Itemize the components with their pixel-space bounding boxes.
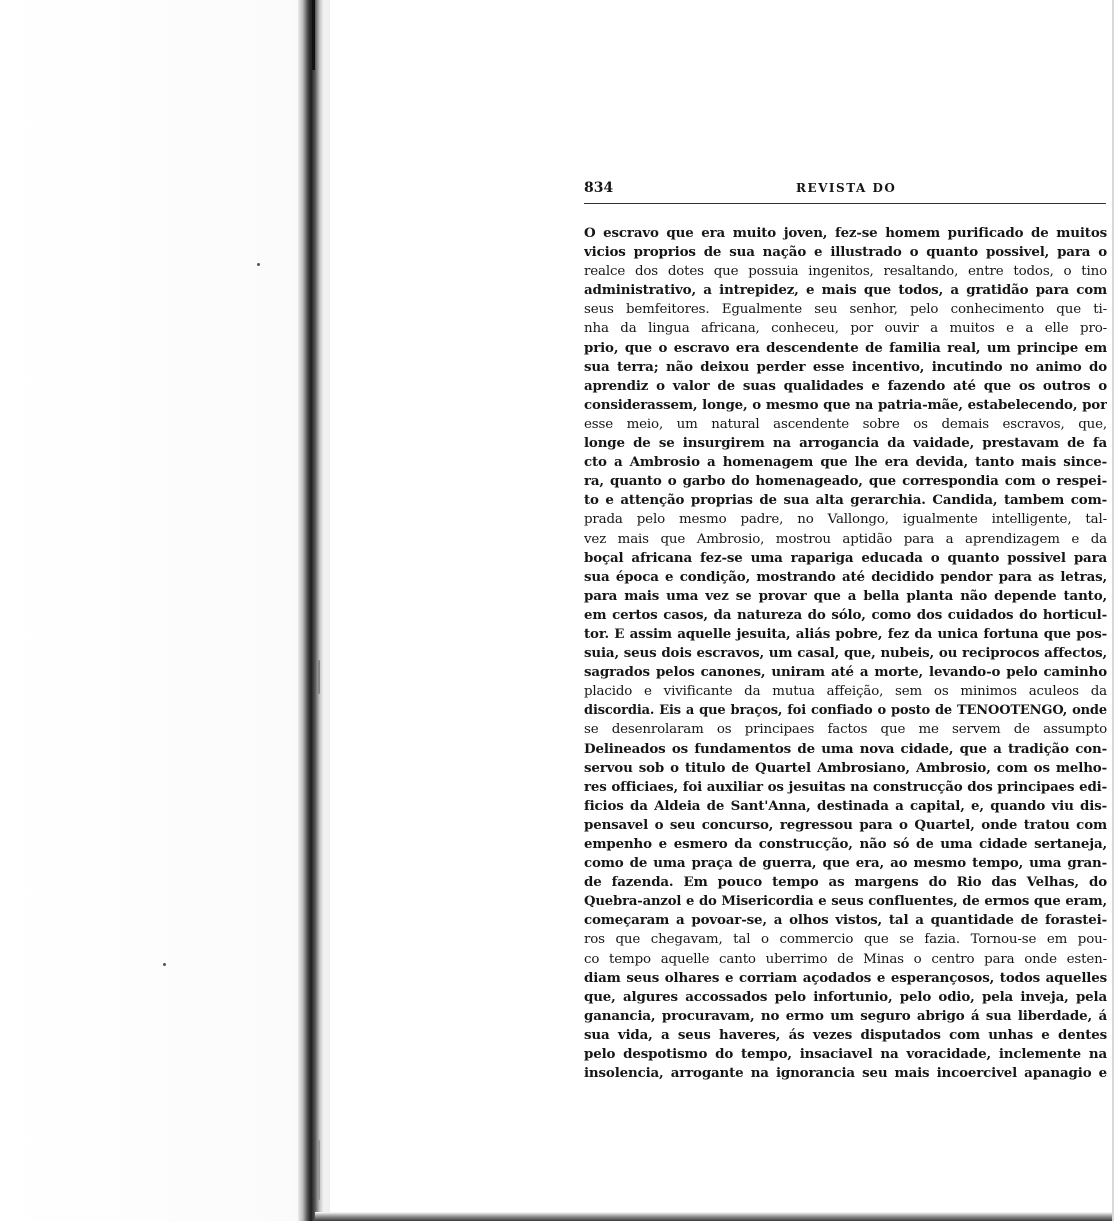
- scan-speck: [163, 963, 166, 966]
- text-line: esse meio, um natural ascendente sobre os demais escravos, que,: [584, 416, 1107, 432]
- text-line: Quebra-anzol e do Misericordia e seus confluentes, de ermos que eram,: [584, 894, 1107, 910]
- text-line: Delineados os fundamentos de uma nova cidade, que a tradição con-: [584, 740, 1107, 757]
- text-line: ros que chegavam, tal o commercio que se fazia. Tornou-se em pou-: [584, 932, 1107, 948]
- text-line: to e attenção proprias de sua alta gerarchia. Candida, tambem com-: [584, 492, 1107, 509]
- running-head: [584, 180, 1104, 202]
- text-line: se desenrolaram os principaes factos que me servem de assumpto: [584, 722, 1107, 738]
- text-line: empenho e esmero da construcção, não só de uma cidade sertaneja,: [584, 836, 1107, 852]
- text-line: boçal africana fez-se uma rapariga educada o quanto possivel para: [584, 549, 1107, 566]
- text-line: aprendiz o valor de suas qualidades e fazendo até que os outros o: [584, 377, 1107, 394]
- text-line: suia, seus dois escravos, um casal, que, nubeis, ou reciprocos affectos,: [584, 645, 1107, 662]
- text-line: prada pelo mesmo padre, no Vallongo, igualmente intelligente, tal-: [584, 512, 1107, 528]
- text-line: ganancia, procuravam, no ermo um seguro abrigo á sua liberdade, á: [584, 1007, 1107, 1024]
- text-line: administrativo, a intrepidez, e mais que todos, a gratidão para com: [584, 282, 1107, 299]
- text-line: O escravo que era muito joven, fez-se homem purificado de muitos: [584, 225, 1107, 241]
- text-line: começaram a povoar-se, a olhos vistos, tal a quantidade de forastei-: [584, 912, 1107, 929]
- page-number: 834: [584, 180, 614, 196]
- header-title: REVISTA DO: [796, 181, 897, 195]
- text-line: em certos casos, da natureza do sólo, como dos cuidados do horticul-: [584, 606, 1107, 623]
- header-rule: [584, 203, 1106, 204]
- text-line: longe de se insurgirem na arrogancia da vaidade, prestavam de fa: [584, 435, 1107, 452]
- text-line: sua vida, a seus haveres, ás vezes disputados com unhas e dentes: [584, 1026, 1107, 1043]
- text-line: para mais uma vez se provar que a bella planta não depende tanto,: [584, 587, 1107, 604]
- text-line: sua terra; não deixou perder esse incentivo, incutindo no animo do: [584, 358, 1107, 375]
- text-line: res officiaes, foi auxiliar os jesuitas na construcção dos principaes edi-: [584, 778, 1107, 795]
- text-line: vicios proprios de sua nação e illustrado o quanto possivel, para o: [584, 244, 1107, 261]
- text-line: nha da lingua africana, conheceu, por ouvir a muitos e a elle pro-: [584, 321, 1107, 337]
- text-line: diam seus olhares e corriam açodados e esperançosos, todos aquelles: [584, 969, 1107, 986]
- scan-streak: [318, 660, 320, 694]
- text-line: tor. E assim aquelle jesuita, aliás pobre, fez da unica fortuna que pos-: [584, 625, 1107, 642]
- book-spine-shadow: [298, 0, 324, 1221]
- text-line: prio, que o escravo era descendente de familia real, um principe em: [584, 339, 1107, 356]
- text-line: co tempo aquelle canto uberrimo de Minas o centro para onde esten-: [584, 951, 1107, 967]
- text-line: sua época e condição, mostrando até decidido pendor para as letras,: [584, 568, 1107, 585]
- scan-streak: [318, 1140, 320, 1200]
- text-line: ficios da Aldeia de Sant'Anna, destinada a capital, e, quando viu dis-: [584, 797, 1107, 814]
- text-line: cto a Ambrosio a homenagem que lhe era devida, tanto mais since-: [584, 454, 1107, 471]
- text-line: insolencia, arrogante na ignorancia seu mais incoercivel apanagio e: [584, 1065, 1107, 1082]
- text-line: que, algures accossados pelo infortunio, pelo odio, pela inveja, pela: [584, 988, 1107, 1005]
- text-line: discordia. Eis a que braços, foi confiado o posto de TENOOTENGO, onde: [584, 703, 1107, 719]
- text-line: como de uma praça de guerra, que era, ao mesmo tempo, uma gran-: [584, 855, 1107, 872]
- page-bottom-edge: [315, 1212, 1114, 1221]
- text-line: pensavel o seu concurso, regressou para o Quartel, onde tratou com: [584, 816, 1107, 833]
- text-line: placido e vivificante da mutua affeição, sem os minimos aculeos da: [584, 684, 1107, 700]
- text-line: servou sob o titulo de Quartel Ambrosiano, Ambrosio, com os melho-: [584, 759, 1107, 776]
- body-text: [584, 224, 1107, 1083]
- page-gutter: [0, 0, 330, 1221]
- text-line: sagrados pelos canones, uniram até a morte, levando-o pelo caminho: [584, 664, 1107, 681]
- text-line: pelo despotismo do tempo, insaciavel na voracidade, inclemente na: [584, 1046, 1107, 1063]
- text-line: seus bemfeitores. Egualmente seu senhor, pelo conhecimento que ti-: [584, 302, 1107, 318]
- text-line: realce dos dotes que possuia ingenitos, resaltando, entre todos, o tino: [584, 264, 1107, 280]
- text-line: ra, quanto o garbo do homenageado, que correspondia com o respei-: [584, 473, 1107, 490]
- spine-edge-mark: [312, 0, 315, 70]
- text-line: considerassem, longe, o mesmo que na patria-mãe, estabelecendo, por: [584, 396, 1107, 413]
- text-line: vez mais que Ambrosio, mostrou aptidão para a aprendizagem e da: [584, 531, 1107, 547]
- text-line: de fazenda. Em pouco tempo as margens do Rio das Velhas, do: [584, 874, 1107, 891]
- scan-speck: [257, 263, 260, 266]
